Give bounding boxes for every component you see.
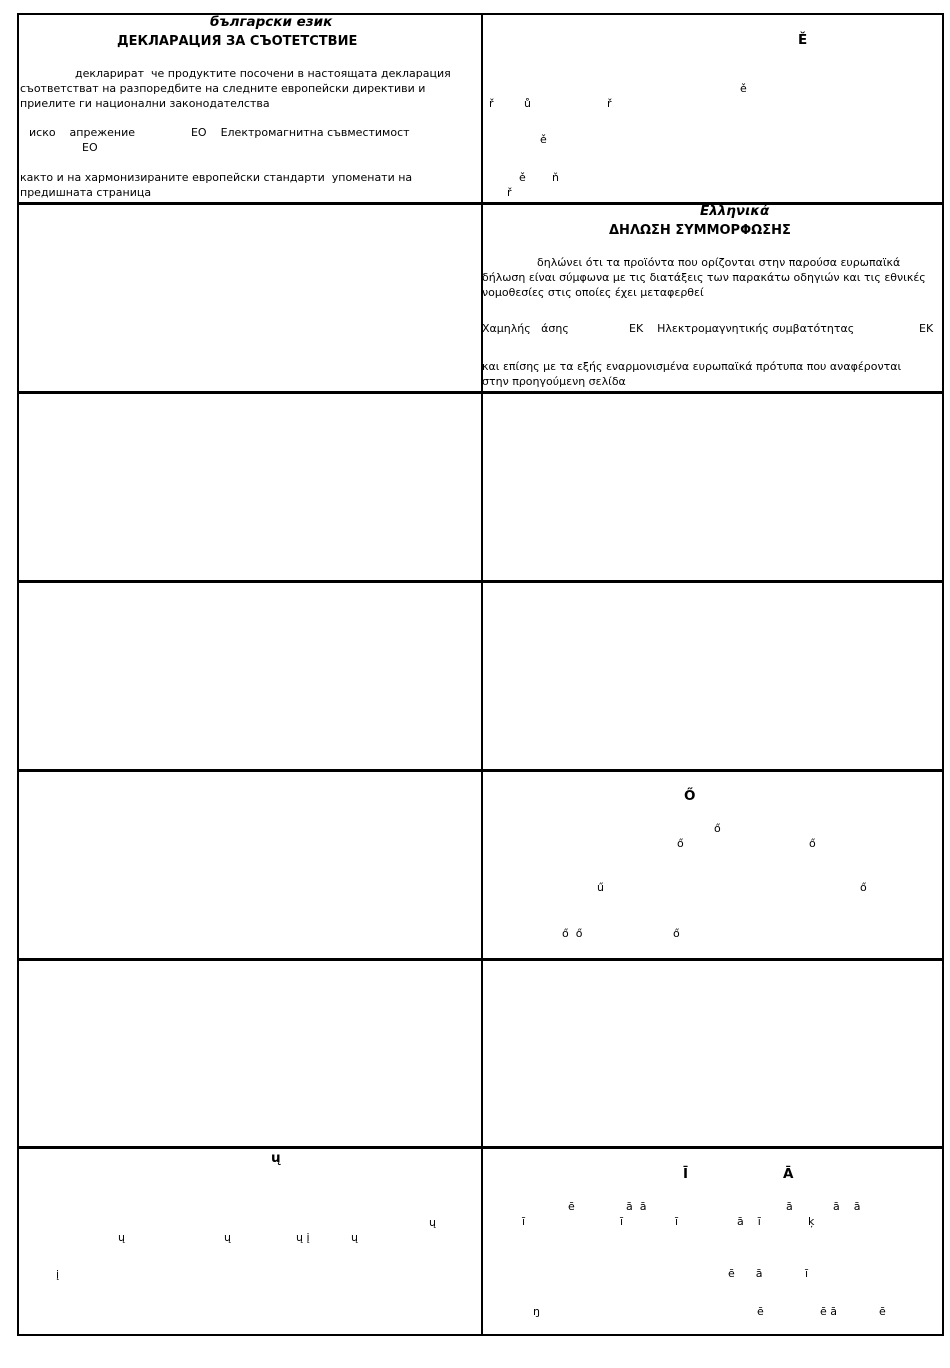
text-fragment: ů [524, 97, 531, 110]
text-fragment: ě [519, 171, 526, 184]
text-fragment: ī [522, 1215, 526, 1228]
language-title: български език [210, 14, 333, 30]
directive-text: ΕΚ Ηλεκτρομαγνητικής συμβατότητας [629, 322, 855, 335]
column-divider [481, 15, 483, 1334]
paragraph-line: νομοθεσίες στις οποίες έχει μεταφερθεί [482, 286, 704, 299]
text-fragment: ų [118, 1231, 125, 1244]
declaration-heading: ų [271, 1150, 281, 1166]
row-divider [19, 1146, 942, 1149]
directive-line: ЕО [82, 141, 98, 154]
declaration-heading: Ě [798, 32, 808, 48]
language-title: Ελληνικά [700, 203, 770, 219]
text-fragment: ē [757, 1305, 764, 1318]
text-fragment: ų [224, 1231, 231, 1244]
paragraph-line: приелите ги национални законодателства [20, 97, 270, 110]
text-fragment: ě [740, 82, 747, 95]
text-fragment: ā [786, 1200, 793, 1213]
text-fragment: ő [809, 837, 816, 850]
declaration-table [17, 13, 944, 1336]
paragraph-line: δηλώνει ότι τα προϊόντα που ορίζονται στην παρούσα ευρωπαϊκά [537, 256, 901, 269]
declaration-heading-part: Ī [683, 1166, 689, 1182]
paragraph-line: предишната страница [20, 186, 152, 199]
text-fragment: ő ő [562, 927, 583, 940]
row-divider [19, 580, 942, 583]
text-fragment: ű [597, 881, 604, 894]
text-fragment: ň [552, 171, 559, 184]
text-fragment: ų [351, 1231, 358, 1244]
text-fragment: ā ā [833, 1200, 861, 1213]
declaration-heading: Ő [684, 788, 696, 804]
text-fragment: ų [429, 1216, 436, 1229]
text-fragment: ř [489, 97, 494, 110]
text-fragment: ŋ [533, 1305, 540, 1318]
text-fragment: ā ā [626, 1200, 647, 1213]
paragraph-line: στην προηγούμενη σελίδα [482, 375, 626, 388]
paragraph-line: съответстват на разпоредбите на следните европейски директиви и [20, 82, 426, 95]
text-fragment: į [56, 1268, 60, 1281]
directive-text: ΕΚ [919, 322, 934, 335]
text-fragment: ē ā [820, 1305, 838, 1318]
declaration-heading: ΔΗΛΩΣΗ ΣΥΜΜΟΡΦΩΣΗΣ [609, 223, 791, 238]
text-fragment: ā ī [737, 1215, 761, 1228]
row-divider [19, 391, 942, 394]
text-fragment: ě [540, 133, 547, 146]
directive-text: Χαμηλής άσης [482, 322, 569, 335]
text-fragment: ē [568, 1200, 575, 1213]
text-fragment: ő [677, 837, 684, 850]
declaration-heading: ДЕКЛАРАЦИЯ ЗА СЪОТЕТСТВИЕ [117, 34, 358, 49]
text-fragment: ų į [296, 1231, 310, 1244]
text-fragment: ő [673, 927, 680, 940]
row-divider [19, 958, 942, 961]
text-fragment: ř [607, 97, 612, 110]
text-fragment: ő [860, 881, 867, 894]
text-fragment: ī [675, 1215, 679, 1228]
text-fragment: ī [805, 1267, 809, 1280]
row-divider [19, 769, 942, 772]
text-fragment: ē ā [728, 1267, 763, 1280]
text-fragment: ő [714, 822, 721, 835]
text-fragment: ř [507, 186, 512, 199]
text-fragment: ķ [808, 1215, 815, 1228]
paragraph-line: και επίσης με τα εξής εναρμονισμένα ευρωπαϊκά πρότυπα που αναφέρονται [482, 360, 902, 373]
text-fragment: ē [879, 1305, 886, 1318]
paragraph-line: декларират че продуктите посочени в настоящата декларация [75, 67, 451, 80]
directive-line: иско апрежение ЕО Електромагнитна съвместимост [29, 126, 410, 139]
text-fragment: ī [620, 1215, 624, 1228]
declaration-heading-part: Ā [783, 1166, 794, 1182]
paragraph-line: δήλωση είναι σύμφωνα με τις διατάξεις των παρακάτω οδηγιών και τις εθνικές [482, 271, 926, 284]
row-divider [19, 202, 942, 205]
paragraph-line: както и на хармонизираните европейски стандарти упоменати на [20, 171, 413, 184]
